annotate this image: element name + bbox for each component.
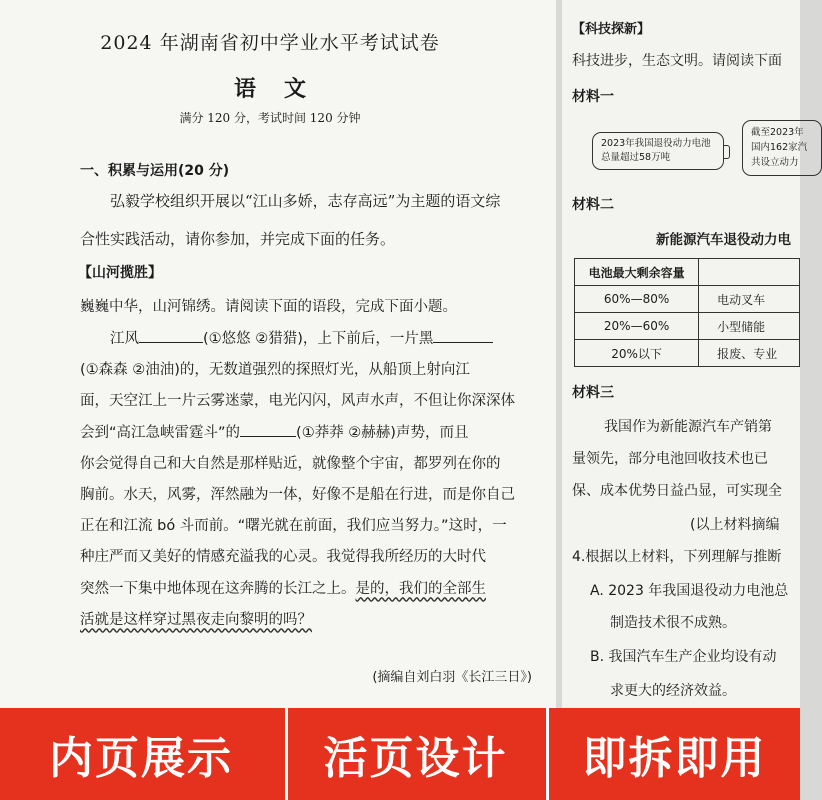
- passage-text: 江风: [110, 331, 139, 347]
- passage-line: 正在和江流 bó 斗而前。“曙光就在前面，我们应当努力。”这时，一: [80, 518, 507, 535]
- battery-table: [574, 258, 800, 367]
- table-row: [575, 340, 800, 367]
- table-row: [575, 313, 800, 340]
- fill-blank[interactable]: [240, 421, 296, 437]
- passage-line: 胸前。水天，风雾，浑然融为一体，好像不是船在行进，而是你自己: [80, 486, 515, 503]
- fill-blank[interactable]: [433, 327, 493, 343]
- material3-line: 量领先，部分电池回收技术也已: [572, 451, 768, 467]
- section-tag-keji: 【科技探新】: [572, 22, 651, 37]
- table-cell: 20%—60%: [575, 313, 699, 340]
- banner-inner-pages: 内页展示: [0, 708, 282, 800]
- question-4: 4.根据以上材料，下列理解与推断: [572, 549, 782, 565]
- table-cell: 20%以下: [575, 340, 699, 367]
- table-cell: 电动叉车: [699, 286, 800, 313]
- table-cell: 报废、专业: [699, 340, 800, 367]
- battery-text: 国内162家汽: [751, 142, 808, 153]
- passage-line: [80, 324, 540, 355]
- material3-line: 我国作为新能源汽车产销第: [604, 419, 772, 435]
- table-title: 新能源汽车退役动力电: [656, 232, 791, 248]
- tag-intro: 巍巍中华，山河锦绣。请阅读下面的语段，完成下面小题。: [80, 299, 457, 315]
- material3-source: (以上材料摘编: [690, 517, 780, 533]
- table-header-cell: [699, 259, 800, 286]
- option-a: A. 2023 年我国退役动力电池总: [590, 583, 789, 599]
- score-line: 满分 120 分，考试时间 120 分钟: [179, 111, 361, 125]
- subject-title: 语文: [233, 77, 334, 102]
- material3-line: 保、成本优势日益凸显，可实现全: [572, 483, 782, 499]
- material1-label: 材料一: [572, 89, 614, 105]
- battery-icon-box: [742, 120, 822, 176]
- exam-title: 2024 年湖南省初中学业水平考试试卷: [100, 32, 440, 54]
- passage-line: 面，天空江上一片云雾迷蒙，电光闪闪，风声水声，不但让你深深体: [80, 393, 515, 410]
- passage-line: 你会觉得自己和大自然是那样贴近，就像整个宇宙，都罗列在你的: [80, 455, 501, 472]
- table-header-row: [575, 259, 800, 286]
- section-heading: 一、积累与运用(20 分): [80, 163, 230, 179]
- table-row: [575, 286, 800, 313]
- fill-blank[interactable]: [139, 327, 203, 343]
- table-cell: 小型储能: [699, 313, 800, 340]
- battery-text: 共设立动力: [751, 157, 799, 168]
- battery-icon-box: [592, 132, 724, 170]
- wavy-underlined-text: 活就是这样穿过黑夜走向黎明的吗？: [80, 611, 312, 628]
- option-a-cont: 制造技术很不成熟。: [610, 615, 736, 631]
- battery-text: 截至2023年: [751, 127, 804, 138]
- material2-label: 材料二: [572, 197, 614, 213]
- table-header-cell: 电池最大剩余容量: [575, 259, 699, 286]
- passage-line: 种庄严而又美好的情感充溢我的心灵。我觉得我所经历的大时代: [80, 549, 486, 566]
- passage-text: 会到“高江急峡雷霆斗”的: [80, 424, 241, 441]
- passage-text: 突然一下集中地体现在这奔腾的长江之上。: [80, 580, 356, 597]
- battery-text: 2023年我国退役动力电池: [601, 138, 711, 149]
- passage-line: (①森森 ②油油)的，无数道强烈的探照灯光，从船顶上射向江: [80, 362, 470, 379]
- reading-passage: [80, 324, 540, 636]
- section-tag-shanhe: 【山河揽胜】: [78, 265, 162, 281]
- passage-line: [80, 418, 540, 449]
- table-cell: 60%—80%: [575, 286, 699, 313]
- battery-text: 总量超过58万吨: [601, 152, 671, 163]
- passage-text: (①莽莽 ②赫赫)声势，而且: [296, 424, 469, 441]
- wavy-underlined-text: 是的，我们的全部生: [355, 580, 486, 597]
- material3-label: 材料三: [572, 385, 614, 401]
- passage-line: [80, 605, 540, 636]
- promo-banner: [0, 708, 800, 800]
- option-b-cont: 求更大的经济效益。: [610, 683, 736, 699]
- passage-text: (①悠悠 ②猎猎)，上下前后，一片黑: [203, 331, 434, 347]
- passage-line: [80, 574, 540, 605]
- intro-paragraph-line2: 合性实践活动，请你参加，并完成下面的任务。: [80, 230, 396, 248]
- intro-paragraph-line1: 弘毅学校组织开展以“江山多娇，志存高远”为主题的语文综: [110, 192, 501, 210]
- passage-source: (摘编自刘白羽《长江三日》): [372, 670, 532, 685]
- right-page: [562, 0, 808, 708]
- option-b: B. 我国汽车生产企业均设有动: [590, 649, 777, 665]
- right-intro: 科技进步，生态文明。请阅读下面: [572, 53, 782, 69]
- banner-detachable: 即拆即用: [546, 708, 800, 800]
- banner-loose-leaf: 活页设计: [285, 708, 543, 800]
